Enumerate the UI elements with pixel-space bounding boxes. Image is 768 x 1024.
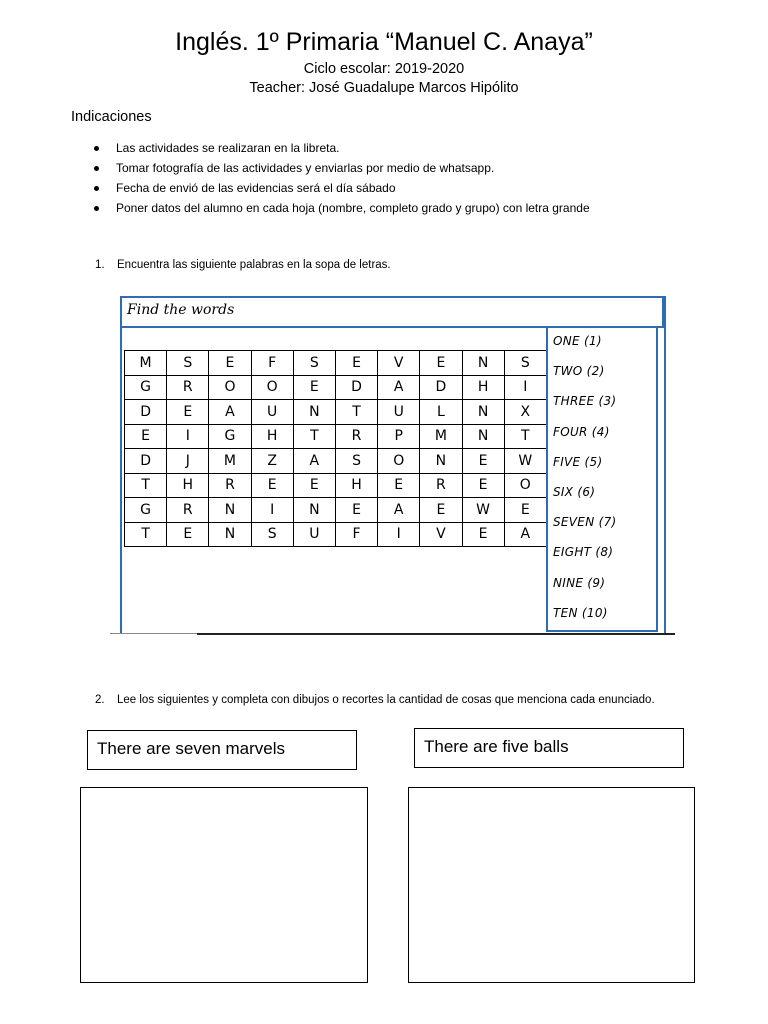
grid-row <box>125 375 547 400</box>
grid-cell[interactable]: F <box>251 351 293 376</box>
word-list-item: EIGHT (8) <box>553 545 614 560</box>
drawing-box-seven-marvels[interactable] <box>80 787 368 983</box>
grid-cell[interactable]: N <box>209 522 251 547</box>
activity-1-text: Encuentra las siguiente palabras en la sopa de letras. <box>117 259 391 271</box>
grid-cell[interactable]: N <box>420 449 462 474</box>
grid-row <box>125 400 547 425</box>
grid-cell[interactable]: E <box>462 473 504 498</box>
grid-cell[interactable]: E <box>420 498 462 523</box>
word-list-item: SIX (6) <box>553 485 596 499</box>
puzzle-frame-right <box>664 296 666 634</box>
grid-cell[interactable]: E <box>167 400 209 425</box>
grid-row <box>125 498 547 523</box>
grid-cell[interactable]: T <box>125 473 167 498</box>
instructions-heading: Indicaciones <box>71 109 152 125</box>
grid-cell[interactable]: E <box>504 498 546 523</box>
puzzle-frame-bottom-rule <box>197 633 675 635</box>
word-list <box>546 326 658 632</box>
grid-row <box>125 522 547 547</box>
grid-cell[interactable]: E <box>209 351 251 376</box>
grid-cell[interactable]: E <box>335 498 377 523</box>
word-list-item: TWO (2) <box>553 364 605 379</box>
activity-2-text: Lee los siguientes y completa con dibujos o recortes la cantidad de cosas que menciona cada enunciado. <box>117 694 655 706</box>
grid-cell[interactable]: R <box>209 473 251 498</box>
puzzle-header <box>120 296 664 328</box>
grid-cell[interactable]: I <box>504 375 546 400</box>
word-search-grid <box>124 350 547 547</box>
word-list-item: FOUR (4) <box>553 424 610 439</box>
instruction-item: Poner datos del alumno en cada hoja (nombre, completo grado y grupo) con letra grande <box>92 198 590 218</box>
grid-cell[interactable]: M <box>209 449 251 474</box>
grid-cell[interactable]: N <box>462 400 504 425</box>
grid-row <box>125 449 547 474</box>
grid-cell[interactable]: S <box>504 351 546 376</box>
grid-cell[interactable]: N <box>462 351 504 376</box>
grid-cell[interactable]: E <box>420 351 462 376</box>
grid-cell[interactable]: H <box>251 424 293 449</box>
grid-cell[interactable]: O <box>209 375 251 400</box>
instruction-item: Las actividades se realizaran en la libreta. <box>92 138 590 158</box>
grid-cell[interactable]: S <box>293 351 335 376</box>
drawing-box-five-balls[interactable] <box>408 787 695 983</box>
grid-cell[interactable]: N <box>462 424 504 449</box>
grid-cell[interactable]: F <box>335 522 377 547</box>
grid-cell[interactable]: E <box>167 522 209 547</box>
grid-cell[interactable]: H <box>462 375 504 400</box>
grid-cell[interactable]: X <box>504 400 546 425</box>
grid-cell[interactable]: V <box>378 351 420 376</box>
grid-cell[interactable]: R <box>335 424 377 449</box>
grid-cell[interactable]: I <box>378 522 420 547</box>
grid-cell[interactable]: W <box>504 449 546 474</box>
activity-2-prompt <box>95 692 655 708</box>
word-list-item: FIVE (5) <box>553 454 603 469</box>
grid-cell[interactable]: O <box>251 375 293 400</box>
grid-cell[interactable]: E <box>251 473 293 498</box>
grid-cell[interactable]: E <box>293 375 335 400</box>
grid-cell[interactable]: E <box>335 351 377 376</box>
grid-cell[interactable]: O <box>378 449 420 474</box>
instruction-item: Fecha de envió de las evidencias será el día sábado <box>92 178 590 198</box>
grid-cell[interactable]: M <box>125 351 167 376</box>
teacher-name: Teacher: José Guadalupe Marcos Hipólito <box>249 80 519 96</box>
word-list-item: NINE (9) <box>553 575 606 590</box>
page-title: Inglés. 1º Primaria “Manuel C. Anaya” <box>175 28 593 56</box>
activity-2-number: 2. <box>95 694 105 706</box>
grid-cell[interactable]: R <box>167 498 209 523</box>
instructions-list <box>92 138 590 218</box>
grid-cell[interactable]: T <box>125 522 167 547</box>
grid-cell[interactable]: T <box>335 400 377 425</box>
grid-cell[interactable]: A <box>504 522 546 547</box>
grid-cell[interactable]: M <box>420 424 462 449</box>
word-list-item: TEN (10) <box>553 605 608 620</box>
grid-cell[interactable]: H <box>167 473 209 498</box>
grid-cell[interactable]: D <box>335 375 377 400</box>
grid-cell[interactable]: A <box>378 498 420 523</box>
grid-cell[interactable]: S <box>167 351 209 376</box>
grid-cell[interactable]: E <box>378 473 420 498</box>
grid-cell[interactable]: S <box>335 449 377 474</box>
grid-cell[interactable]: I <box>251 498 293 523</box>
puzzle-frame-left <box>120 296 122 634</box>
prompt-five-balls: There are five balls <box>414 728 684 768</box>
grid-cell[interactable]: W <box>462 498 504 523</box>
grid-cell[interactable]: L <box>420 400 462 425</box>
grid-cell[interactable]: V <box>420 522 462 547</box>
grid-cell[interactable]: G <box>125 498 167 523</box>
activity-1-number: 1. <box>95 259 105 271</box>
grid-row <box>125 473 547 498</box>
grid-row <box>125 351 547 376</box>
grid-cell[interactable]: D <box>420 375 462 400</box>
word-list-item: THREE (3) <box>553 394 617 409</box>
grid-cell[interactable]: P <box>378 424 420 449</box>
puzzle-title: Find the words <box>127 302 235 318</box>
grid-cell[interactable]: E <box>462 449 504 474</box>
grid-cell[interactable]: A <box>293 449 335 474</box>
school-cycle: Ciclo escolar: 2019-2020 <box>303 61 465 77</box>
grid-cell[interactable]: U <box>251 400 293 425</box>
grid-cell[interactable]: H <box>335 473 377 498</box>
grid-cell[interactable]: G <box>209 424 251 449</box>
grid-cell[interactable]: R <box>167 375 209 400</box>
grid-cell[interactable]: J <box>167 449 209 474</box>
grid-cell[interactable]: E <box>293 473 335 498</box>
grid-cell[interactable]: U <box>378 400 420 425</box>
grid-cell[interactable]: T <box>504 424 546 449</box>
grid-cell[interactable]: N <box>209 498 251 523</box>
grid-cell[interactable]: G <box>125 375 167 400</box>
grid-cell[interactable]: A <box>378 375 420 400</box>
grid-cell[interactable]: N <box>293 498 335 523</box>
grid-cell[interactable]: D <box>125 449 167 474</box>
grid-cell[interactable]: U <box>293 522 335 547</box>
grid-cell[interactable]: O <box>504 473 546 498</box>
grid-cell[interactable]: T <box>293 424 335 449</box>
activity-1-prompt <box>95 257 391 273</box>
prompt-seven-marvels: There are seven marvels <box>87 730 357 770</box>
grid-row <box>125 424 547 449</box>
grid-cell[interactable]: R <box>420 473 462 498</box>
grid-cell[interactable]: E <box>462 522 504 547</box>
grid-cell[interactable]: N <box>293 400 335 425</box>
grid-cell[interactable]: S <box>251 522 293 547</box>
word-list-item: SEVEN (7) <box>553 515 617 530</box>
grid-cell[interactable]: A <box>209 400 251 425</box>
instruction-item: Tomar fotografía de las actividades y enviarlas por medio de whatsapp. <box>92 158 590 178</box>
word-list-item: ONE (1) <box>553 334 602 348</box>
grid-cell[interactable]: Z <box>251 449 293 474</box>
grid-cell[interactable]: I <box>167 424 209 449</box>
grid-cell[interactable]: E <box>125 424 167 449</box>
grid-cell[interactable]: D <box>125 400 167 425</box>
